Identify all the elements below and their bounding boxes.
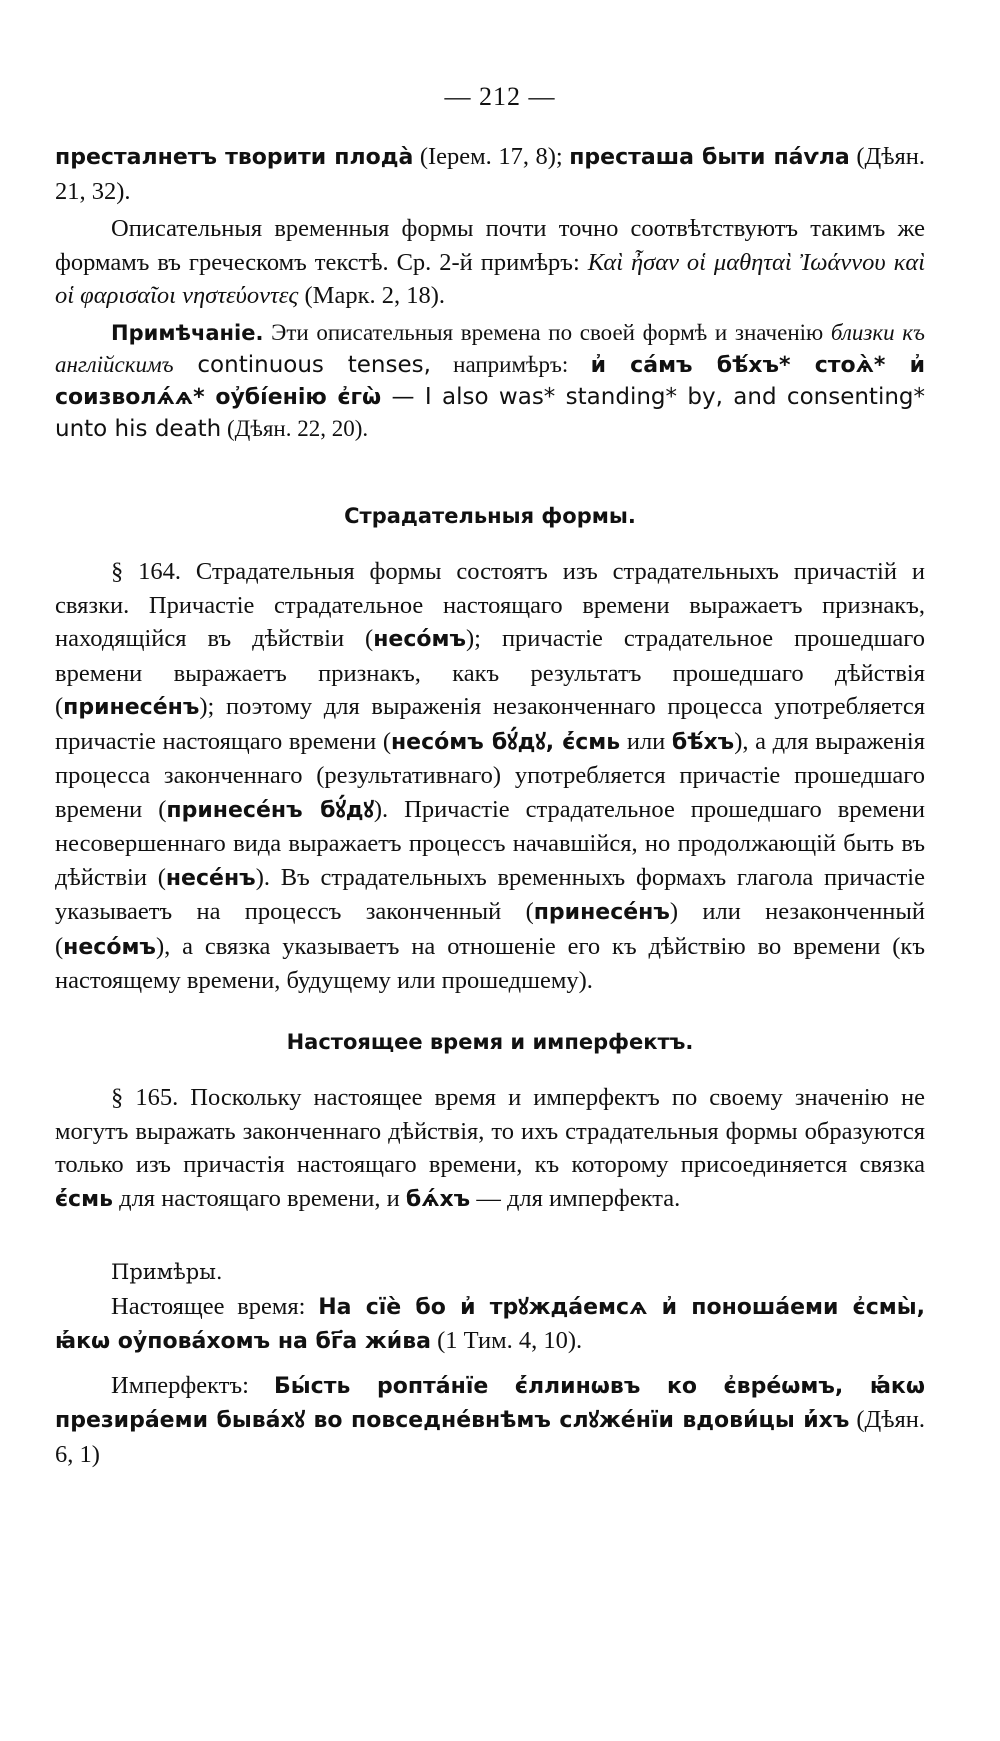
text-span: — для имперфекта. xyxy=(470,1184,681,1212)
slavonic-text: несо́мъ xyxy=(63,934,156,960)
slavonic-text: престалнетъ творити плода̀ xyxy=(55,145,414,170)
example-present-label: Настоящее время: xyxy=(111,1292,319,1320)
paragraph-descriptive-forms xyxy=(55,212,925,313)
english-text: — I also was* standing* by, and consenting* unto his death xyxy=(55,383,926,442)
example-imperfect-label: Имперфектъ: xyxy=(111,1371,275,1399)
text-span: напримѣръ: xyxy=(430,351,591,377)
text-span: ). Въ страдательныхъ временныхъ формахъ глагола причастіе указываетъ на процессъ законченный ( xyxy=(55,863,925,925)
examples-label: Примѣры. xyxy=(111,1260,223,1284)
text-span: или xyxy=(620,727,672,755)
text-span: (Дѣян. 22, 20). xyxy=(221,415,369,441)
section-heading-passive-forms: Страдательныя формы. xyxy=(344,503,636,528)
slavonic-text: несо́мъ xyxy=(373,627,466,652)
page-number: — 212 — xyxy=(444,82,556,111)
slavonic-text: и҆ са́мъ бѣ́хъ* стоѧ̀* и҆ соизволѧ́ѧ* оу҆бі́енію є҆гѡ̀ xyxy=(55,352,925,410)
slavonic-text: принесе́нъ xyxy=(533,900,670,925)
text-span: ) или незаконченный ( xyxy=(55,898,925,960)
text-span: Описательныя временныя формы почти точно соотвѣтствуютъ такимъ же формамъ въ греческомъ текстѣ. Ср. 2-й примѣръ: xyxy=(55,215,925,276)
slavonic-text: принесе́нъ бꙋ́дꙋ xyxy=(166,797,374,823)
text-span: (Iерем. 17, 8); xyxy=(413,143,570,170)
text-span: (Марк. 2, 18). xyxy=(298,282,446,309)
paragraph-165 xyxy=(55,1081,925,1216)
text-span: ); причастіе страдательное прошедшаго времени выражаетъ признакъ, какъ результатъ прошедшаго дѣйствія ( xyxy=(55,625,925,720)
text-span: ). Причастіе страдательное прошедшаго времени несовершеннаго вида выражаетъ процессъ начавшійся, но продолжающій быть въ дѣйствіи ( xyxy=(55,795,925,891)
slavonic-text: принесе́нъ xyxy=(63,695,200,720)
slavonic-text: є҆́смь xyxy=(55,1186,113,1212)
slavonic-text: Бы́сть ропта́нїе є҆́ллинѡвъ ко є҆вре́ѡмъ, ꙗ҆́кѡ презира́еми быва́хꙋ во повседне́внѣмъ слꙋже́нїи вдови́цы и҆́хъ xyxy=(55,1373,925,1433)
text-span: § 165. Поскольку настоящее время и имперфектъ по своему значенію не могутъ выражать законченнаго дѣйствія, то ихъ страдательныя формы образуются только изъ причастія настоящаго времени, къ которому присоединяется связка xyxy=(55,1084,925,1178)
english-text: continuous tenses, xyxy=(173,351,431,378)
slavonic-text: престаша быти па́ѵла xyxy=(569,145,850,170)
note-label: Примѣчаніе. xyxy=(111,320,264,345)
slavonic-text: На сїѐ бо и҆ трꙋжда́емсѧ и҆ поноша́еми є҆смы̀, ꙗ҆́кѡ оу҆пова́хомъ на бг҃а жи́ва xyxy=(55,1294,925,1354)
greek-text: Καὶ ἦσαν οἱ μαθηταὶ Ἰωάννου καὶ οἱ φαρισαῖοι νηστεύοντες xyxy=(55,248,926,309)
slavonic-text: бѧ́хъ xyxy=(405,1186,471,1212)
text-span: для настоящаго времени, и xyxy=(112,1184,406,1212)
text-span: ); поэтому для выраженія незаконченнаго процесса употребляется причастіе настоящаго времени ( xyxy=(55,693,925,755)
text-span: (Дѣян. 21, 32). xyxy=(55,143,926,205)
text-span: (1 Тим. 4, 10). xyxy=(430,1327,583,1354)
paragraph-continuation xyxy=(55,140,925,208)
text-span: ), а для выраженія процесса законченнаго (результативнаго) употребляется причастіе прошедшаго времени ( xyxy=(55,727,925,823)
slavonic-text: несе́нъ xyxy=(165,865,256,891)
section-heading-present-imperfect: Настоящее время и имперфектъ. xyxy=(286,1029,694,1054)
italic-text: близки къ англійскимъ xyxy=(55,319,925,377)
slavonic-text: несо́мъ бꙋ́дꙋ, є҆́смь xyxy=(390,729,621,755)
slavonic-text: бѣ́хъ xyxy=(671,729,735,755)
text-span: ), а связка указываетъ на отношеніе его къ дѣйствію во времени (къ настоящему времени, будущему или прошедшему). xyxy=(55,932,925,994)
example-imperfect xyxy=(55,1369,925,1472)
example-present xyxy=(55,1290,925,1359)
text-span: § 164. Страдательныя формы состоятъ изъ страдательныхъ причастій и связки. Причастіе страдательное настоящаго времени выражаетъ признакъ, находящійся въ дѣйствіи ( xyxy=(55,558,925,652)
page-content xyxy=(55,140,925,1471)
text-span: Эти описательныя времена по своей формѣ и значенію xyxy=(263,319,831,345)
text-span: (Дѣян. 6, 1) xyxy=(55,1406,925,1468)
note-paragraph xyxy=(55,317,925,445)
paragraph-164 xyxy=(55,555,925,998)
